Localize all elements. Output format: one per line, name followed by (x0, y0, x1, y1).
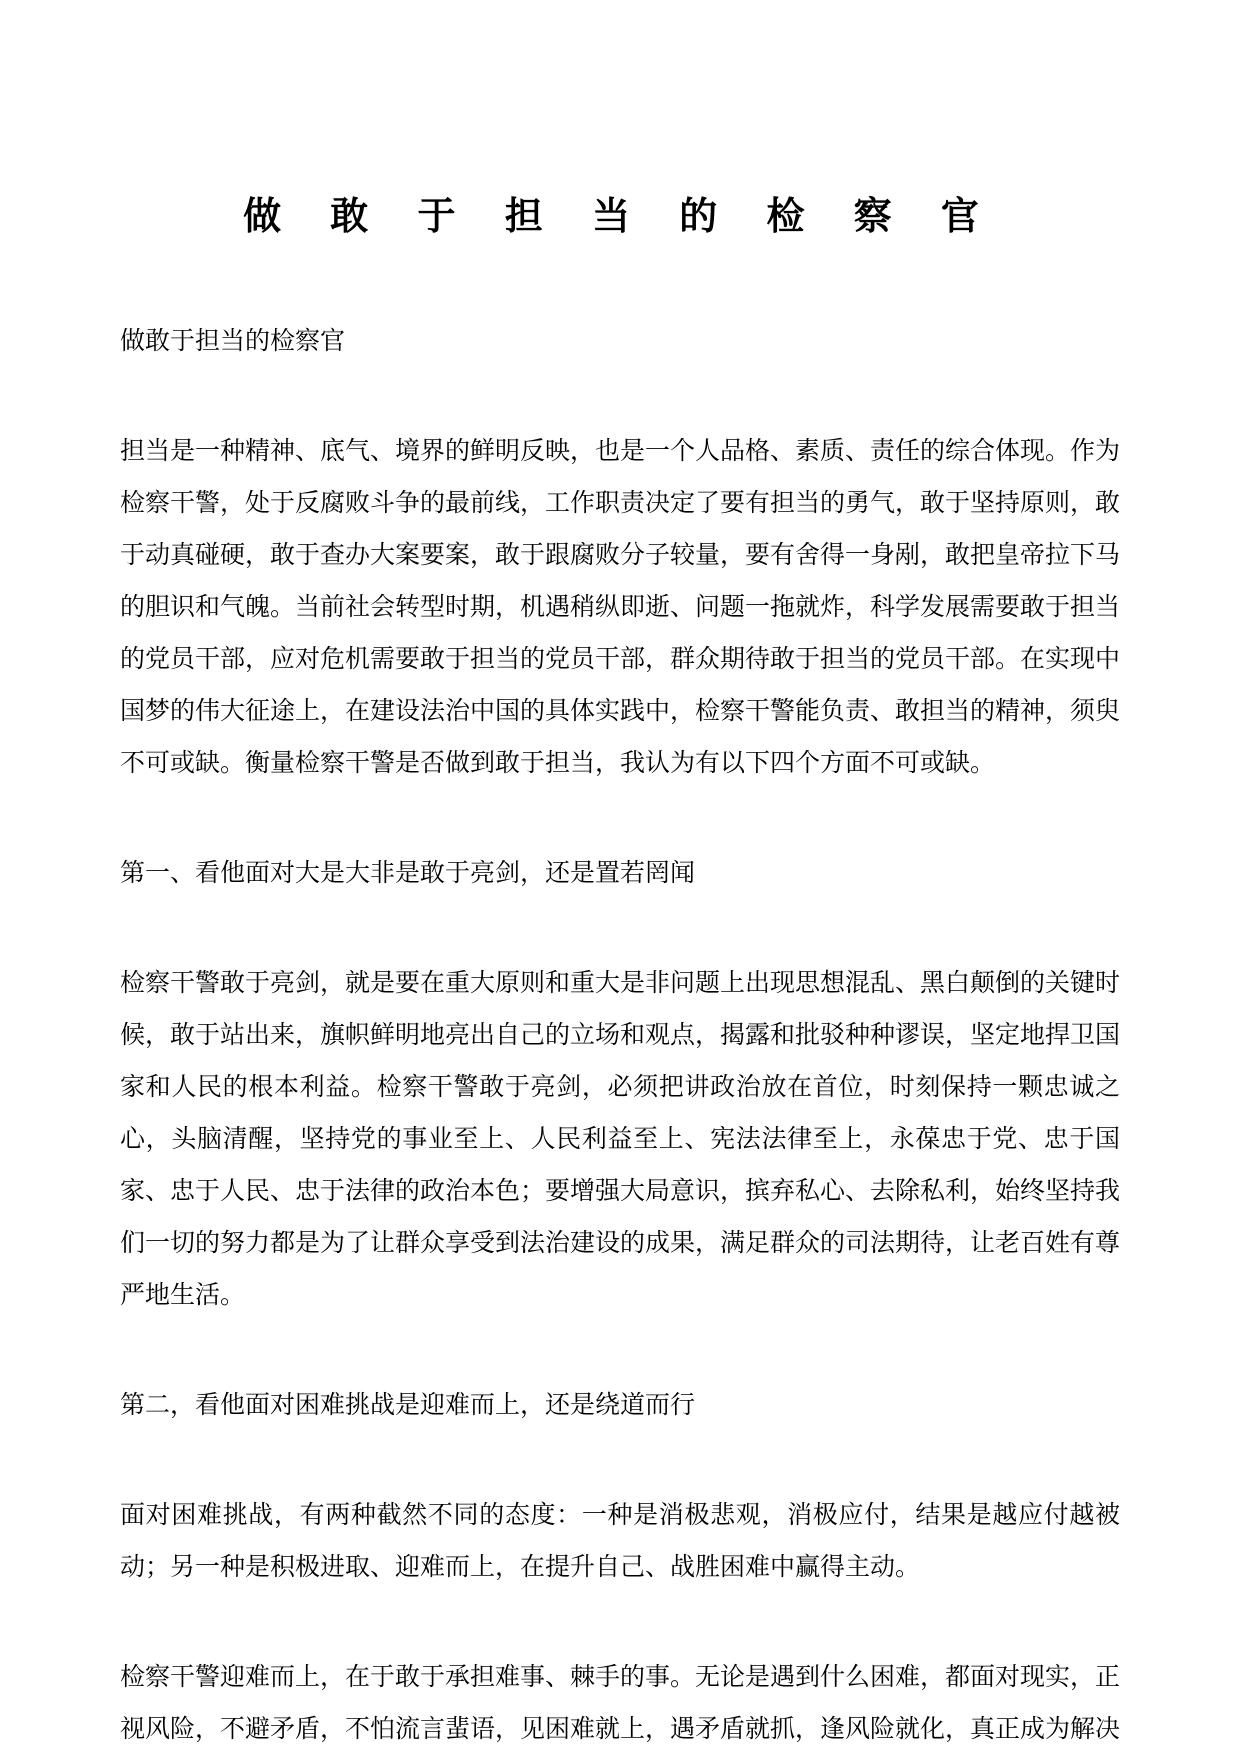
paragraph-section-2a: 面对困难挑战，有两种截然不同的态度：一种是消极悲观，消极应付，结果是越应付越被动；另一种是积极进取、迎难而上，在提升自己、战胜困难中赢得主动。 (120, 1500, 1120, 1581)
section-heading-2: 第二，看他面对困难挑战是迎难而上，还是绕道而行 (120, 1390, 696, 1419)
document-title: 做 敢 于 担 当 的 检 察 官 (243, 193, 997, 238)
document-body (120, 315, 1120, 1755)
section-heading-1: 第一、看他面对大是大非是敢于亮剑，还是置若罔闻 (120, 858, 696, 887)
document-subtitle: 做敢于担当的检察官 (120, 326, 346, 355)
paragraph-section-2b: 检察干警迎难而上，在于敢于承担难事、棘手的事。无论是遇到什么困难，都面对现实，正视风险，不避矛盾，不怕流言蜚语，见困难就上，遇矛盾就抓，逢风险就化，真正成为解决 (120, 1662, 1121, 1743)
paragraph-intro: 担当是一种精神、底气、境界的鲜明反映，也是一个人品格、素质、责任的综合体现。作为检察干警，处于反腐败斗争的最前线，工作职责决定了要有担当的勇气，敢于坚持原则，敢于动真碰硬，敢于查办大案要案，敢于跟腐败分子较量，要有舍得一身剐，敢把皇帝拉下马的胆识和气魄。当前社会转型时期，机遇稍纵即逝、问题一拖就炸，科学发展需要敢于担当的党员干部，应对危机需要敢于担当的党员干部，群众期待敢于担当的党员干部。在实现中国梦的伟大征途上，在建设法治中国的具体实践中，检察干警能负责、敢担当的精神，须臾不可或缺。衡量检察干警是否做到敢于担当，我认为有以下四个方面不可或缺。 (120, 436, 1121, 777)
paragraph-section-1: 检察干警敢于亮剑，就是要在重大原则和重大是非问题上出现思想混乱、黑白颠倒的关键时候，敢于站出来，旗帜鲜明地亮出自己的立场和观点，揭露和批驳种种谬误，坚定地捍卫国家和人民的根本利益。检察干警敢于亮剑，必须把讲政治放在首位，时刻保持一颗忠诚之心，头脑清醒，坚持党的事业至上、人民利益至上、宪法法律至上，永葆忠于党、忠于国家、忠于人民、忠于法律的政治本色；要增强大局意识，摈弃私心、去除私利，始终坚持我们一切的努力都是为了让群众享受到法治建设的成果，满足群众的司法期待，让老百姓有尊严地生活。 (120, 968, 1121, 1309)
